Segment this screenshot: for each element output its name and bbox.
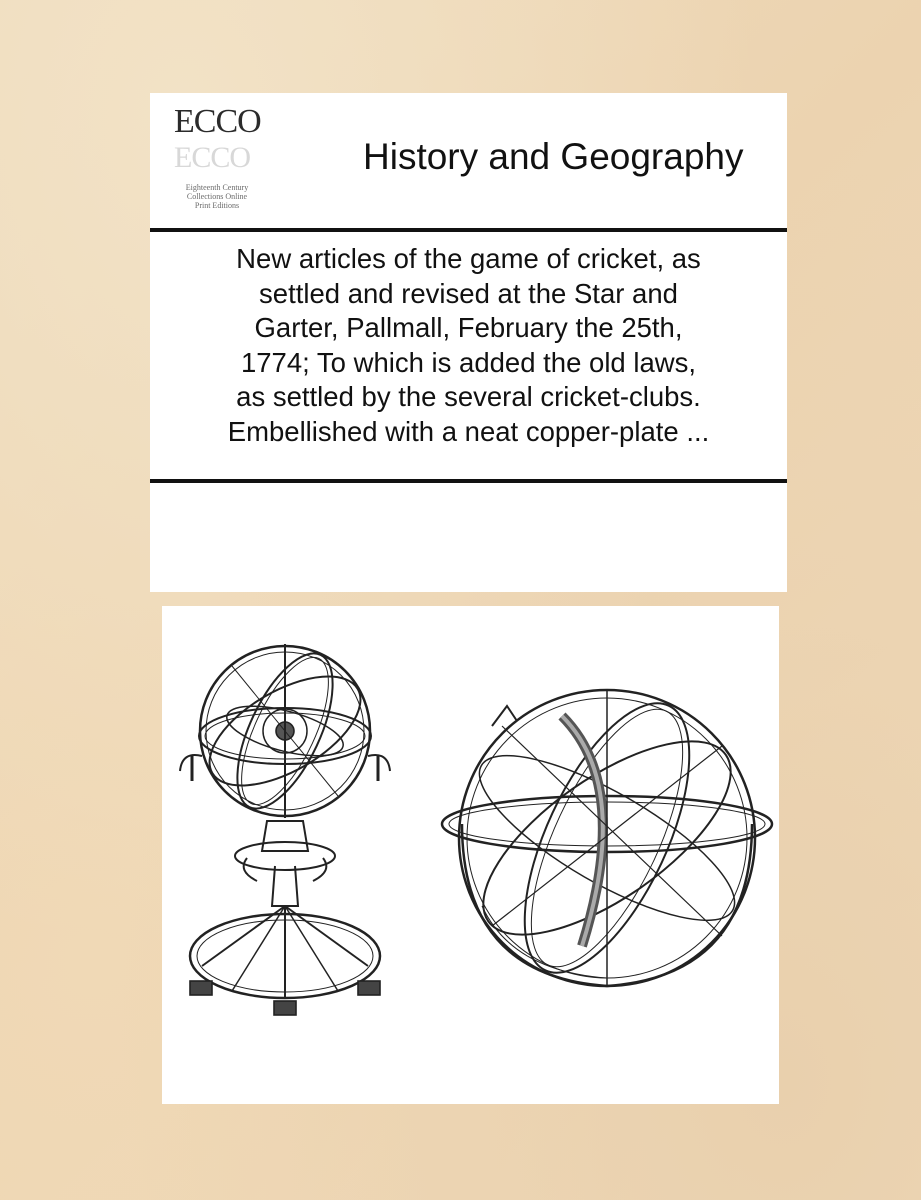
bottom-rule [150,479,787,483]
right-armillary-sphere [442,680,772,995]
logo-line: Print Editions [194,201,240,210]
logo-line: Collections Online [186,192,248,201]
logo-ghost-letters: ECCO [174,141,251,174]
logo-small-text [162,183,272,210]
title-line: Embellished with a neat copper-plate ... [227,415,710,447]
logo-line: Eighteenth Century [185,183,249,192]
title-panel [150,232,787,592]
ecco-logo [168,103,268,215]
book-title [150,242,787,449]
title-line: as settled by the several cricket-clubs. [236,381,701,412]
armillary-spheres-engraving [162,606,779,1104]
title-line: New articles of the game of cricket, as [236,243,701,274]
category-label: History and Geography [363,136,744,177]
illustration-panel [162,606,779,1104]
title-line: Garter, Pallmall, February the 25th, [254,312,683,343]
header-panel [150,93,787,228]
left-armillary-sphere [180,640,390,1015]
title-line: settled and revised at the Star and [259,277,678,309]
logo-letters: ECCO [174,103,261,140]
title-line: 1774; To which is added the old laws, [240,346,697,378]
